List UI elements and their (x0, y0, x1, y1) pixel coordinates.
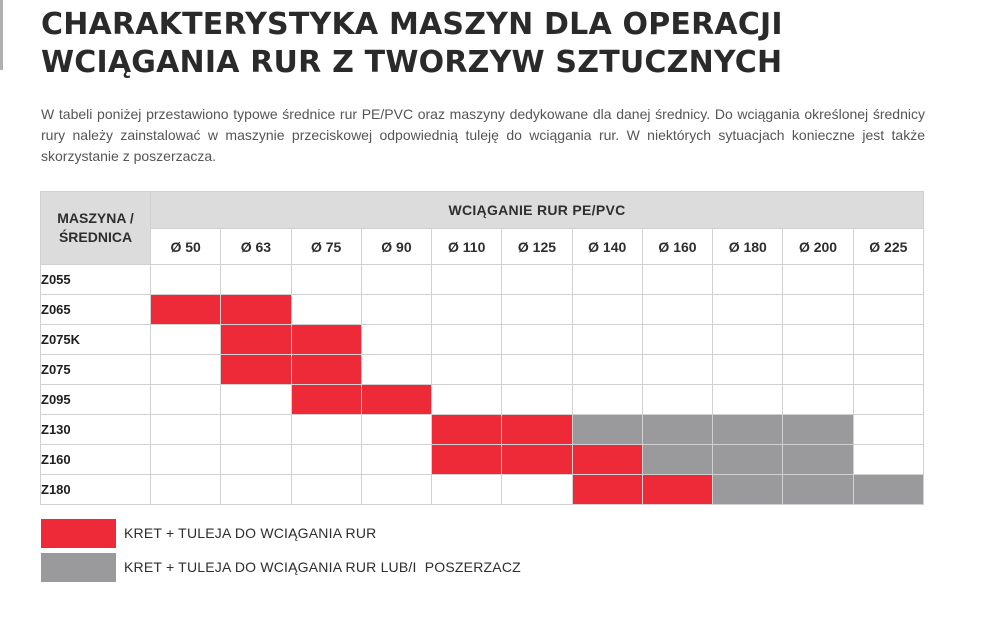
cell-empty (713, 265, 783, 295)
cell-empty (291, 415, 361, 445)
cell-sleeve (221, 295, 291, 325)
cell-sleeve (291, 325, 361, 355)
cell-sleeve (361, 385, 431, 415)
cell-empty (713, 325, 783, 355)
diameter-header: Ø 63 (221, 229, 291, 265)
cell-empty (642, 325, 712, 355)
machine-label: Z160 (41, 445, 151, 475)
cell-empty (432, 295, 502, 325)
table-row (41, 295, 924, 325)
cell-sleeve-expander (783, 445, 853, 475)
cell-empty (151, 415, 221, 445)
cell-empty (361, 265, 431, 295)
machine-label: Z075K (41, 325, 151, 355)
cell-sleeve (502, 445, 572, 475)
page-title-line-1: CHARAKTERYSTYKA MASZYN DLA OPERACJI (41, 7, 783, 42)
cell-empty (151, 445, 221, 475)
cell-empty (361, 445, 431, 475)
table-row (41, 265, 924, 295)
page-title (41, 6, 783, 82)
cell-sleeve (291, 355, 361, 385)
cell-empty (291, 475, 361, 505)
cell-empty (151, 265, 221, 295)
cell-empty (502, 385, 572, 415)
cell-empty (221, 385, 291, 415)
cell-empty (783, 385, 853, 415)
cell-sleeve-expander (853, 475, 923, 505)
cell-empty (853, 445, 923, 475)
cell-empty (572, 265, 642, 295)
machine-label: Z065 (41, 295, 151, 325)
cell-empty (361, 475, 431, 505)
cell-sleeve-expander (783, 475, 853, 505)
cell-empty (432, 475, 502, 505)
cell-empty (151, 355, 221, 385)
cell-empty (361, 295, 431, 325)
cell-empty (432, 265, 502, 295)
cell-empty (361, 415, 431, 445)
cell-empty (783, 265, 853, 295)
cell-empty (221, 265, 291, 295)
cell-empty (642, 265, 712, 295)
cell-sleeve (291, 385, 361, 415)
legend (41, 518, 521, 586)
diameter-header: Ø 225 (853, 229, 923, 265)
cell-empty (713, 295, 783, 325)
cell-empty (502, 325, 572, 355)
diameter-header: Ø 160 (642, 229, 712, 265)
diameter-header: Ø 50 (151, 229, 221, 265)
cell-empty (783, 355, 853, 385)
cell-empty (151, 475, 221, 505)
corner-header: MASZYNA / ŚREDNICA (41, 192, 151, 265)
cell-sleeve-expander (713, 415, 783, 445)
cell-sleeve (572, 475, 642, 505)
diameter-header: Ø 90 (361, 229, 431, 265)
machine-label: Z075 (41, 355, 151, 385)
table-body (41, 265, 924, 505)
cell-empty (713, 385, 783, 415)
diameter-header: Ø 75 (291, 229, 361, 265)
cell-sleeve-expander (572, 415, 642, 445)
table-header-row (41, 192, 924, 229)
cell-empty (291, 295, 361, 325)
cell-empty (432, 355, 502, 385)
legend-swatch-red (41, 519, 116, 548)
cell-empty (361, 355, 431, 385)
intro-paragraph: W tabeli poniżej przestawiono typowe średnice rur PE/PVC oraz maszyny dedykowane dla danej średnicy. Do wciągania określonej średnicy rury należy zainstalować w maszynie przeciskowej odpowiednią tuleję do wciągania rur. W niektórych sytuacjach konieczne jest także skorzystanie z poszerzacza. (41, 106, 925, 164)
cell-empty (853, 265, 923, 295)
cell-sleeve (221, 325, 291, 355)
cell-empty (291, 265, 361, 295)
cell-empty (502, 355, 572, 385)
cell-empty (642, 385, 712, 415)
machine-label: Z180 (41, 475, 151, 505)
cell-empty (502, 265, 572, 295)
diameter-header: Ø 180 (713, 229, 783, 265)
page-title-line-2: WCIĄGANIA RUR Z TWORZYW SZTUCZNYCH (41, 45, 783, 80)
legend-item (41, 552, 521, 582)
cell-empty (432, 385, 502, 415)
cell-empty (853, 415, 923, 445)
cell-sleeve (432, 415, 502, 445)
group-header: WCIĄGANIE RUR PE/PVC (151, 192, 924, 229)
cell-empty (572, 355, 642, 385)
cell-sleeve (432, 445, 502, 475)
cell-empty (221, 445, 291, 475)
machine-label: Z095 (41, 385, 151, 415)
diameter-header: Ø 110 (432, 229, 502, 265)
cell-empty (642, 355, 712, 385)
table-row (41, 385, 924, 415)
cell-empty (572, 325, 642, 355)
cell-empty (151, 385, 221, 415)
legend-label: KRET + TULEJA DO WCIĄGANIA RUR LUB/I POSZERZACZ (124, 559, 521, 575)
cell-sleeve-expander (642, 445, 712, 475)
cell-empty (853, 385, 923, 415)
cell-empty (853, 325, 923, 355)
cell-empty (151, 325, 221, 355)
table-row (41, 415, 924, 445)
cell-empty (642, 295, 712, 325)
cell-sleeve-expander (713, 475, 783, 505)
cell-sleeve (151, 295, 221, 325)
legend-swatch-grey (41, 553, 116, 582)
cell-sleeve (502, 415, 572, 445)
cell-empty (783, 325, 853, 355)
cell-empty (853, 295, 923, 325)
cell-empty (502, 295, 572, 325)
cell-sleeve (642, 475, 712, 505)
legend-label: KRET + TULEJA DO WCIĄGANIA RUR (124, 525, 377, 541)
cell-sleeve (572, 445, 642, 475)
edge-accent-bar (0, 0, 3, 70)
cell-empty (432, 325, 502, 355)
table-row (41, 445, 924, 475)
cell-empty (572, 385, 642, 415)
machine-diameter-table (40, 191, 924, 505)
cell-empty (502, 475, 572, 505)
cell-empty (221, 475, 291, 505)
diameter-header: Ø 200 (783, 229, 853, 265)
cell-sleeve-expander (713, 445, 783, 475)
table-row (41, 355, 924, 385)
machine-label: Z055 (41, 265, 151, 295)
diameter-header: Ø 140 (572, 229, 642, 265)
cell-empty (713, 355, 783, 385)
machine-label: Z130 (41, 415, 151, 445)
cell-empty (572, 295, 642, 325)
cell-empty (361, 325, 431, 355)
cell-empty (221, 415, 291, 445)
cell-sleeve (221, 355, 291, 385)
diameter-header-row (41, 229, 924, 265)
legend-item (41, 518, 521, 548)
table-row (41, 325, 924, 355)
cell-sleeve-expander (642, 415, 712, 445)
cell-empty (783, 295, 853, 325)
diameter-header: Ø 125 (502, 229, 572, 265)
cell-empty (291, 445, 361, 475)
cell-empty (853, 355, 923, 385)
table-row (41, 475, 924, 505)
cell-sleeve-expander (783, 415, 853, 445)
